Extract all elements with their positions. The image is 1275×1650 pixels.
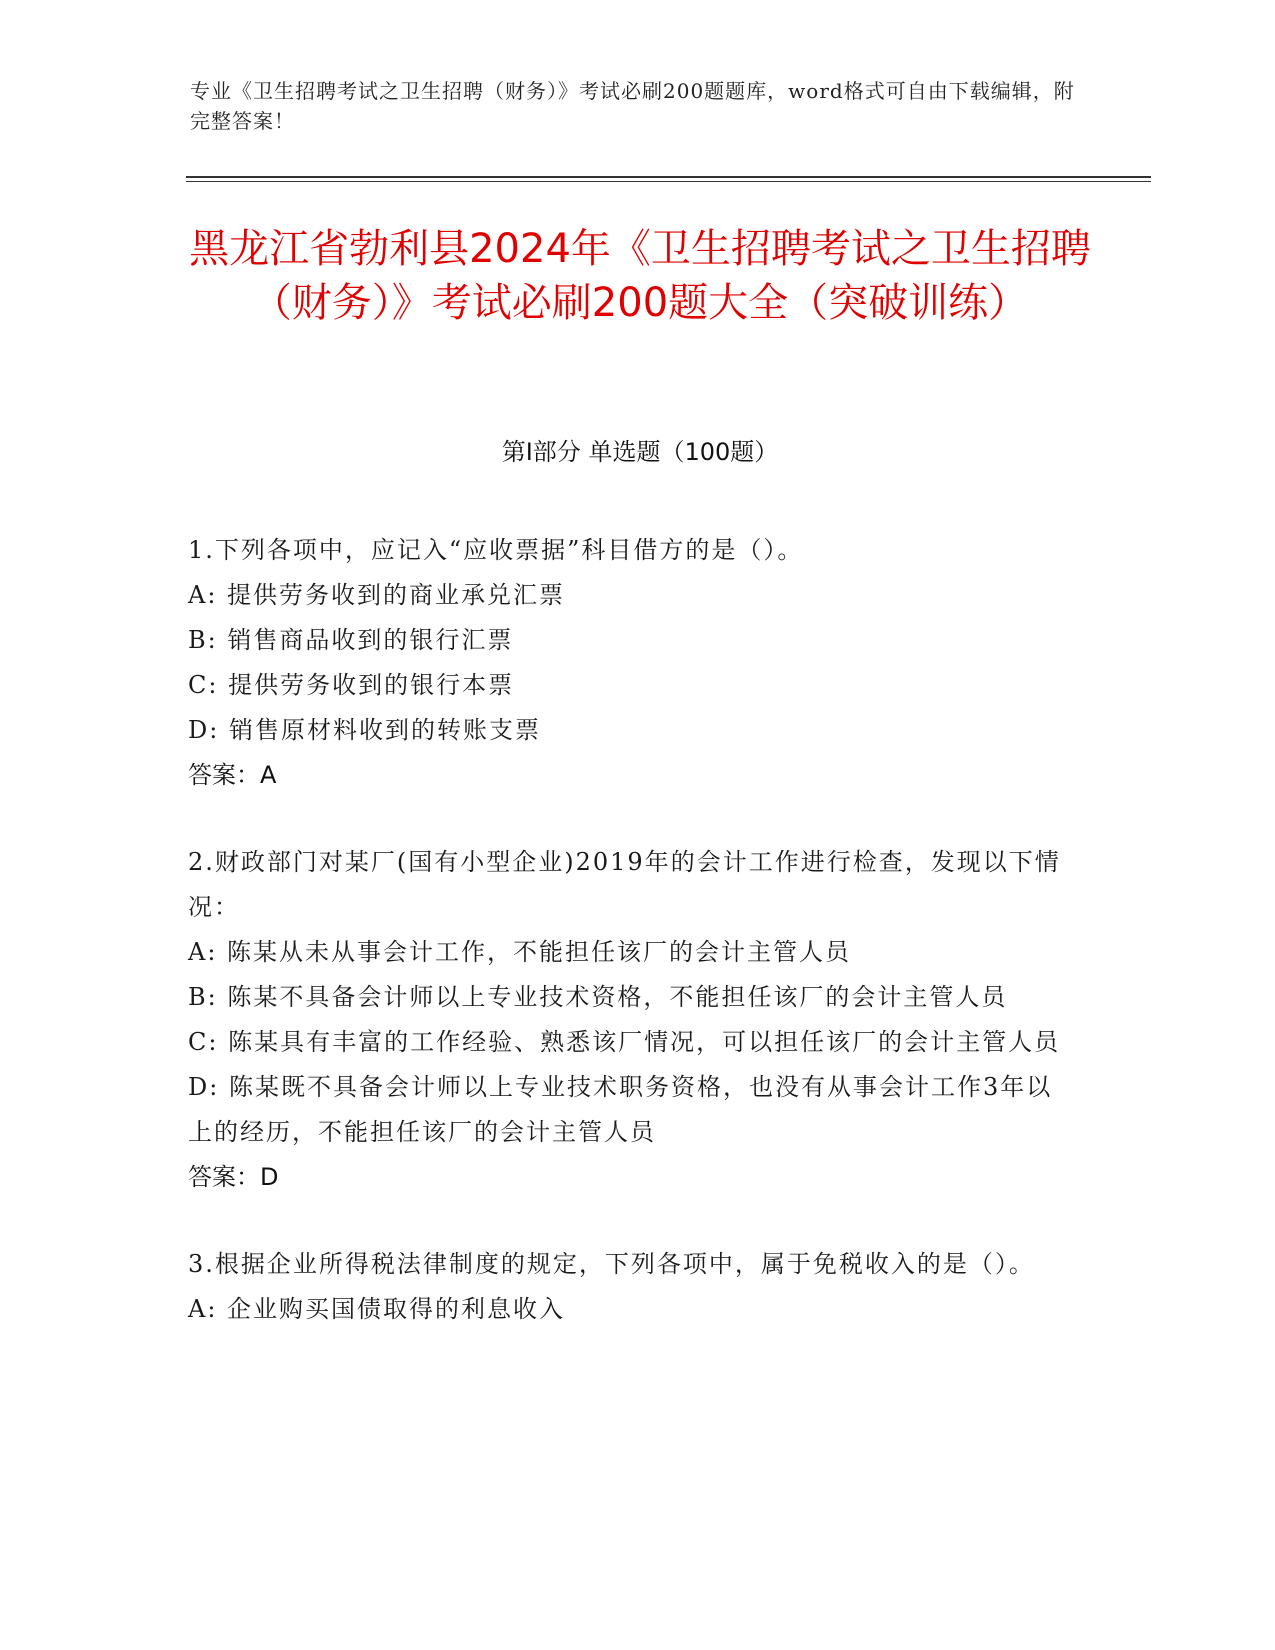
- option-d: D: 陈某既不具备会计师以上专业技术职务资格，也没有从事会计工作3年以上的经历，不能担任该厂的会计主管人员: [188, 1073, 1053, 1146]
- header-note: 专业《卫生招聘考试之卫生招聘（财务）》考试必刷200题题库，word格式可自由下载编辑，附完整答案！: [190, 79, 1075, 133]
- option-c: C: 陈某具有丰富的工作经验、熟悉该厂情况，可以担任该厂的会计主管人员: [188, 1028, 1061, 1056]
- answer-label: 答案：D: [188, 1163, 279, 1191]
- question-stem: 2.财政部门对某厂(国有小型企业)2019年的会计工作进行检查，发现以下情况：: [188, 848, 1061, 921]
- header-divider-thin: [186, 181, 1151, 182]
- option-d: D: 销售原材料收到的转账支票: [188, 716, 541, 744]
- option-c: C: 提供劳务收到的银行本票: [188, 671, 515, 699]
- header-divider-thick: [186, 176, 1151, 178]
- document-title: 黑龙江省勃利县2024年《卫生招聘考试之卫生招聘（财务）》考试必刷200题大全（突破训练）: [189, 226, 1091, 326]
- option-a: A: 提供劳务收到的商业承兑汇票: [188, 581, 566, 609]
- question-1: [188, 528, 1068, 798]
- option-a: A: 陈某从未从事会计工作，不能担任该厂的会计主管人员: [188, 938, 852, 966]
- question-stem: 1.下列各项中，应记入“应收票据”科目借方的是（）。: [188, 536, 804, 564]
- option-b: B: 销售商品收到的银行汇票: [188, 626, 514, 654]
- question-stem: 3.根据企业所得税法律制度的规定，下列各项中，属于免税收入的是（）。: [188, 1250, 1035, 1278]
- question-list: [188, 528, 1068, 1374]
- question-3: [188, 1242, 1068, 1332]
- answer-label: 答案：A: [188, 761, 277, 789]
- option-a: A: 企业购买国债取得的利息收入: [188, 1295, 566, 1323]
- section-title: 第Ⅰ部分 单选题（100题）: [501, 438, 779, 466]
- question-2: [188, 840, 1068, 1200]
- option-b: B: 陈某不具备会计师以上专业技术资格，不能担任该厂的会计主管人员: [188, 983, 1008, 1011]
